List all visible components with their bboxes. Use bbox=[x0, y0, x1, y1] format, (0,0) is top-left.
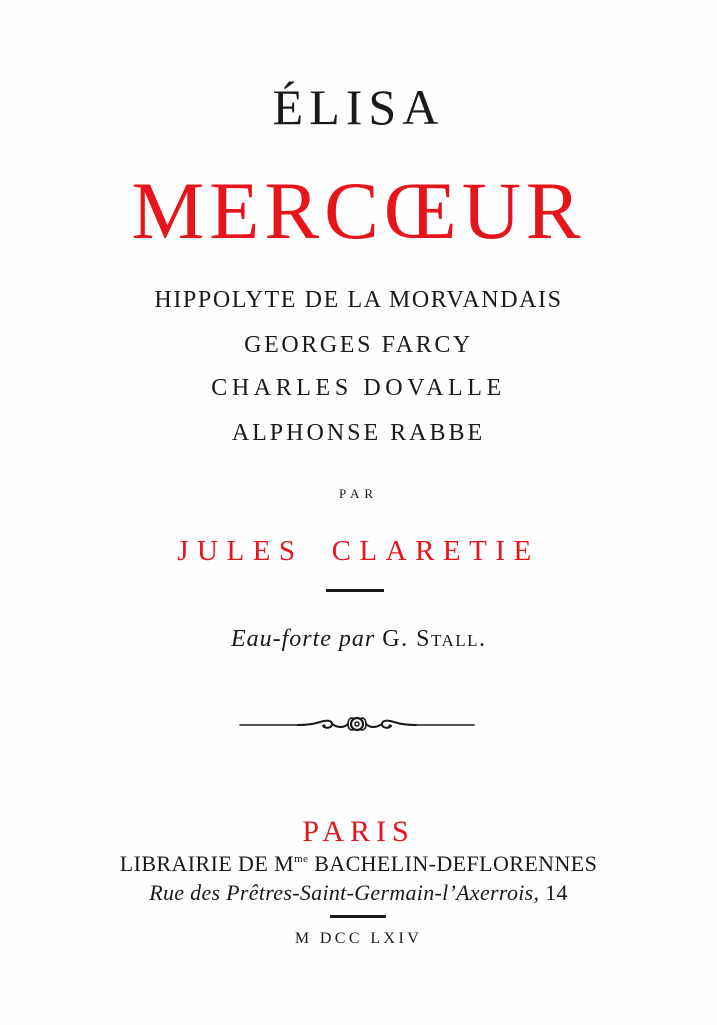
title-first-name: ÉLISA bbox=[272, 79, 445, 135]
author-2: GEORGES FARCY bbox=[244, 332, 473, 358]
editor-last-name: CLARETIE bbox=[331, 535, 540, 567]
editor-first-name: JULES bbox=[177, 535, 304, 567]
divider-rule-bottom bbox=[330, 915, 386, 918]
author-3: CHARLES DOVALLE bbox=[211, 375, 506, 401]
imprint-city: PARIS bbox=[302, 815, 415, 848]
publisher-prefix: LIBRAIRIE DE M bbox=[119, 851, 295, 876]
editor-name bbox=[0, 537, 717, 566]
publisher-superscript: me bbox=[294, 853, 309, 865]
etching-credit bbox=[0, 627, 717, 651]
imprint-year: M DCC LXIV bbox=[294, 930, 423, 947]
divider-rule-top bbox=[326, 589, 384, 592]
author-1: HIPPOLYTE DE LA MORVANDAIS bbox=[154, 287, 563, 313]
by-label: PAR bbox=[338, 486, 379, 501]
imprint-street: Rue des Prêtres-Saint-Germain-l’Axerrois, bbox=[149, 880, 540, 905]
flourish-ornament-icon bbox=[238, 712, 476, 736]
etching-artist: G. Stall bbox=[382, 626, 480, 652]
publisher-suffix: BACHELIN-DEFLORENNES bbox=[308, 851, 598, 876]
imprint-street-number: 14 bbox=[539, 880, 568, 905]
title-last-name: MERCŒUR bbox=[131, 165, 586, 256]
author-4: ALPHONSE RABBE bbox=[231, 420, 486, 446]
imprint-address bbox=[0, 882, 717, 904]
etching-prefix: Eau-forte par bbox=[230, 626, 376, 652]
etching-suffix: . bbox=[479, 626, 487, 652]
imprint-publisher bbox=[0, 853, 717, 875]
